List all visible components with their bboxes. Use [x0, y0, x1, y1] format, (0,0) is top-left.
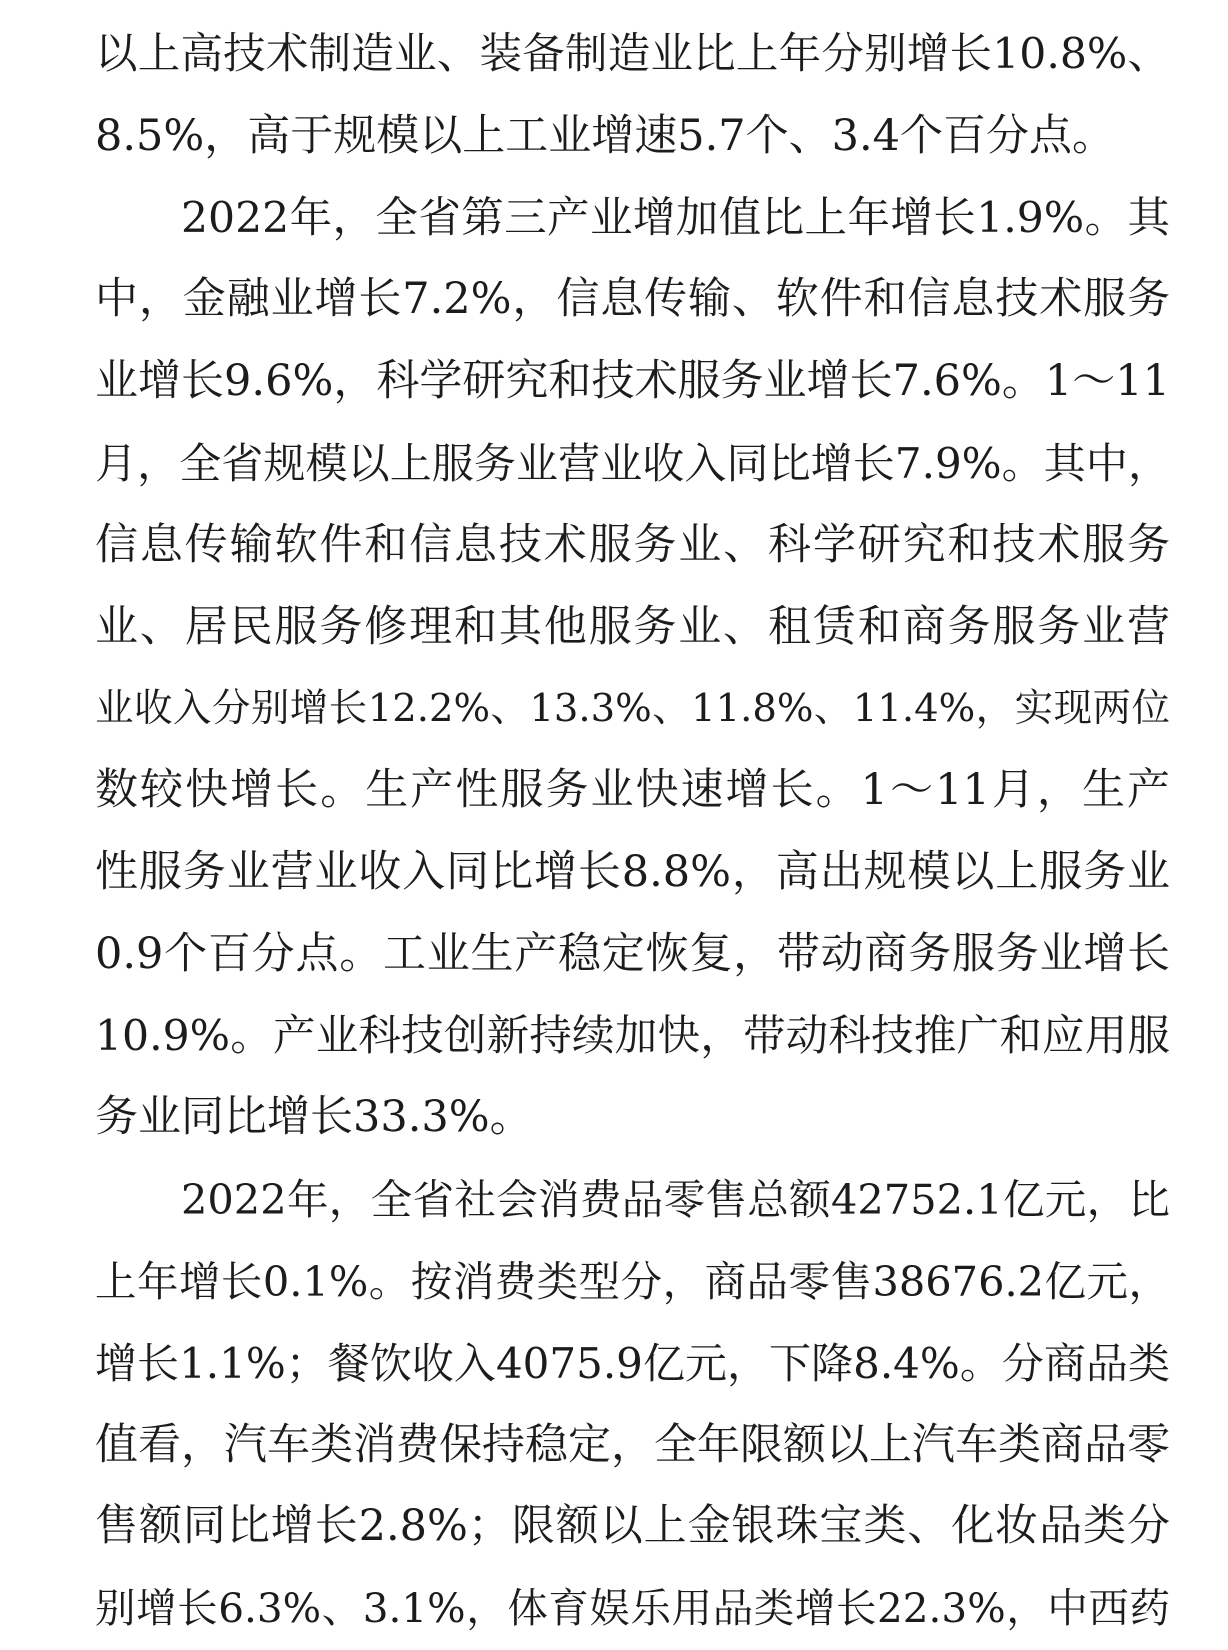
paragraph-start-line: 2022年，全省社会消费品零售总额42752.1亿元，比 — [181, 1175, 1170, 1225]
text-line: 0.9个百分点。工业生产稳定恢复，带动商务服务业增长 — [95, 928, 1170, 979]
paragraph-start-line: 2022年，全省第三产业增加值比上年增长1.9%。其 — [181, 193, 1170, 243]
text-line: 值看，汽车类消费保持稳定，全年限额以上汽车类商品零 — [95, 1419, 1170, 1470]
body-text — [95, 14, 1170, 1650]
text-line: 业增长9.6%，科学研究和技术服务业增长7.6%。1～11 — [95, 356, 1170, 407]
text-line: 上年增长0.1%。按消费类型分，商品零售38676.2亿元， — [95, 1256, 1170, 1306]
text-line: 数较快增长。生产性服务业快速增长。1～11月，生产 — [95, 765, 1170, 816]
text-line: 中，金融业增长7.2%，信息传输、软件和信息技术服务 — [95, 274, 1170, 325]
text-line: 业、居民服务修理和其他服务业、租赁和商务服务业营 — [95, 601, 1170, 652]
text-line: 10.9%。产业科技创新持续加快，带动科技推广和应用服 — [95, 1011, 1170, 1061]
text-line: 以上高技术制造业、装备制造业比上年分别增长10.8%、 — [95, 30, 1170, 79]
text-line: 信息传输软件和信息技术服务业、科学研究和技术服务 — [95, 519, 1170, 570]
text-line: 月，全省规模以上服务业营业收入同比增长7.9%。其中， — [95, 438, 1170, 488]
text-line: 务业同比增长33.3%。 — [95, 1092, 533, 1143]
text-line: 性服务业营业收入同比增长8.8%，高出规模以上服务业 — [95, 846, 1170, 897]
text-line: 8.5%，高于规模以上工业增速5.7个、3.4个百分点。 — [95, 110, 1116, 161]
text-line: 售额同比增长2.8%；限额以上金银珠宝类、化妆品类分 — [95, 1501, 1170, 1552]
text-line: 业收入分别增长12.2%、13.3%、11.8%、11.4%，实现两位 — [95, 686, 1170, 732]
text-line: 增长1.1%；餐饮收入4075.9亿元，下降8.4%。分商品类 — [95, 1338, 1170, 1388]
text-line: 别增长6.3%、3.1%，体育娱乐用品类增长22.3%，中西药 — [95, 1584, 1170, 1633]
